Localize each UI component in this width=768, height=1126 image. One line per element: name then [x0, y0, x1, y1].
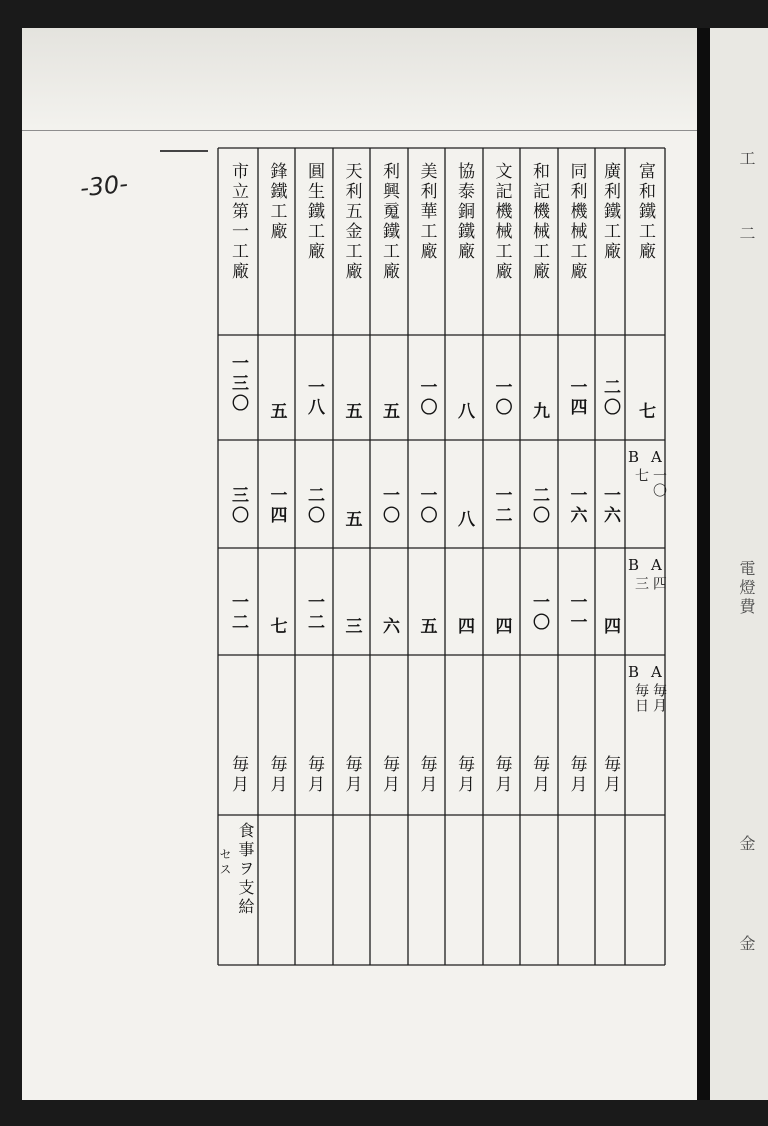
ab-label-a: A [651, 448, 664, 466]
cell-value: 五 [341, 402, 362, 422]
cell-value: 一二 [304, 593, 324, 633]
next-page-fragment: 金 [737, 835, 756, 854]
cell-value: 九 [529, 402, 549, 422]
cell-value-a: 四 [651, 576, 667, 591]
cell-frequency: 毎月 [529, 755, 549, 795]
cell-value: 一一 [566, 593, 587, 633]
cell-value: 一〇 [529, 593, 549, 633]
cell-value-a: 毎月 [651, 683, 667, 713]
factory-name: 市立第一工廠 [228, 162, 248, 282]
cell-value: 四 [491, 617, 512, 637]
cell-value: 八 [454, 510, 474, 530]
cell-value: 一二 [491, 486, 512, 526]
cell-value: 五 [379, 402, 399, 422]
cell-value: 一四 [566, 378, 587, 418]
cell-value: 三〇 [228, 486, 248, 526]
cell-value: 一四 [266, 486, 287, 526]
cell-value: 六 [379, 617, 399, 637]
cell-value-b: 三 [633, 576, 649, 591]
cell-value: 一〇 [416, 486, 437, 526]
cell-value: 五 [341, 510, 362, 530]
ab-label-b: B [628, 663, 642, 681]
next-page-fragment: 電燈費 [737, 560, 756, 617]
cell-value: 四 [454, 617, 474, 637]
cell-frequency: 毎月 [341, 755, 362, 795]
factory-name: 同利機械工廠 [566, 162, 587, 282]
cell-frequency: 毎月 [454, 755, 474, 795]
cell-frequency: 毎月 [600, 755, 620, 795]
table-note: 食事ヲ支給 [236, 822, 255, 917]
cell-value: 四 [600, 617, 620, 637]
cell-value: 一〇 [416, 378, 437, 418]
cell-frequency: 毎月 [491, 755, 512, 795]
cell-value: 二〇 [529, 486, 549, 526]
cell-frequency: 毎月 [304, 755, 324, 795]
next-page-fragment: 二 [737, 225, 756, 244]
cell-value: 一六 [566, 486, 587, 526]
cell-value: 五 [266, 402, 287, 422]
cell-frequency: 毎月 [566, 755, 587, 795]
cell-value-b: 毎日 [633, 683, 649, 713]
factory-name: 和記機械工廠 [529, 162, 549, 282]
ab-label-a: A [651, 663, 664, 681]
factory-name: 圓生鐵工廠 [304, 162, 324, 262]
cell-value: 二〇 [304, 486, 324, 526]
cell-value: 七 [635, 402, 655, 422]
page-number: -30- [78, 169, 130, 203]
ab-label-b: B [628, 448, 642, 466]
cell-frequency: 毎月 [416, 755, 437, 795]
cell-value: 三 [341, 617, 362, 637]
cell-value: 一八 [304, 378, 324, 418]
cell-frequency: 毎月 [379, 755, 399, 795]
cell-value: 一〇 [379, 486, 399, 526]
cell-value: 一〇 [491, 378, 512, 418]
factory-name: 文記機械工廠 [491, 162, 512, 282]
cell-value: 八 [454, 402, 474, 422]
cell-value: 一六 [600, 486, 620, 526]
cell-value: 七 [266, 617, 287, 637]
cell-value-b: 七 [633, 468, 649, 483]
factory-name: 協泰銅鐵廠 [454, 162, 474, 262]
ab-label-a: A [651, 556, 664, 574]
ab-label-b: B [628, 556, 642, 574]
next-page-fragment: 工 [737, 150, 756, 169]
cell-value: 一二 [228, 593, 248, 633]
factory-name: 富和鐵工廠 [635, 162, 655, 262]
factory-name: 鋒鐵工廠 [266, 162, 287, 242]
factory-name: 美利華工廠 [416, 162, 437, 262]
cell-value: 二〇 [600, 378, 620, 418]
next-page-fragment: 金 [737, 935, 756, 954]
table-note-side: セス [218, 848, 232, 878]
cell-frequency: 毎月 [266, 755, 287, 795]
cell-value: 五 [416, 617, 437, 637]
cell-value: 一三〇 [228, 354, 248, 414]
cell-frequency: 毎月 [228, 755, 248, 795]
cell-value-a: 一〇 [651, 468, 667, 498]
factory-name: 天利五金工廠 [341, 162, 362, 282]
factory-name: 利興䰟鐵工廠 [379, 162, 399, 282]
factory-name: 廣利鐵工廠 [600, 162, 620, 262]
